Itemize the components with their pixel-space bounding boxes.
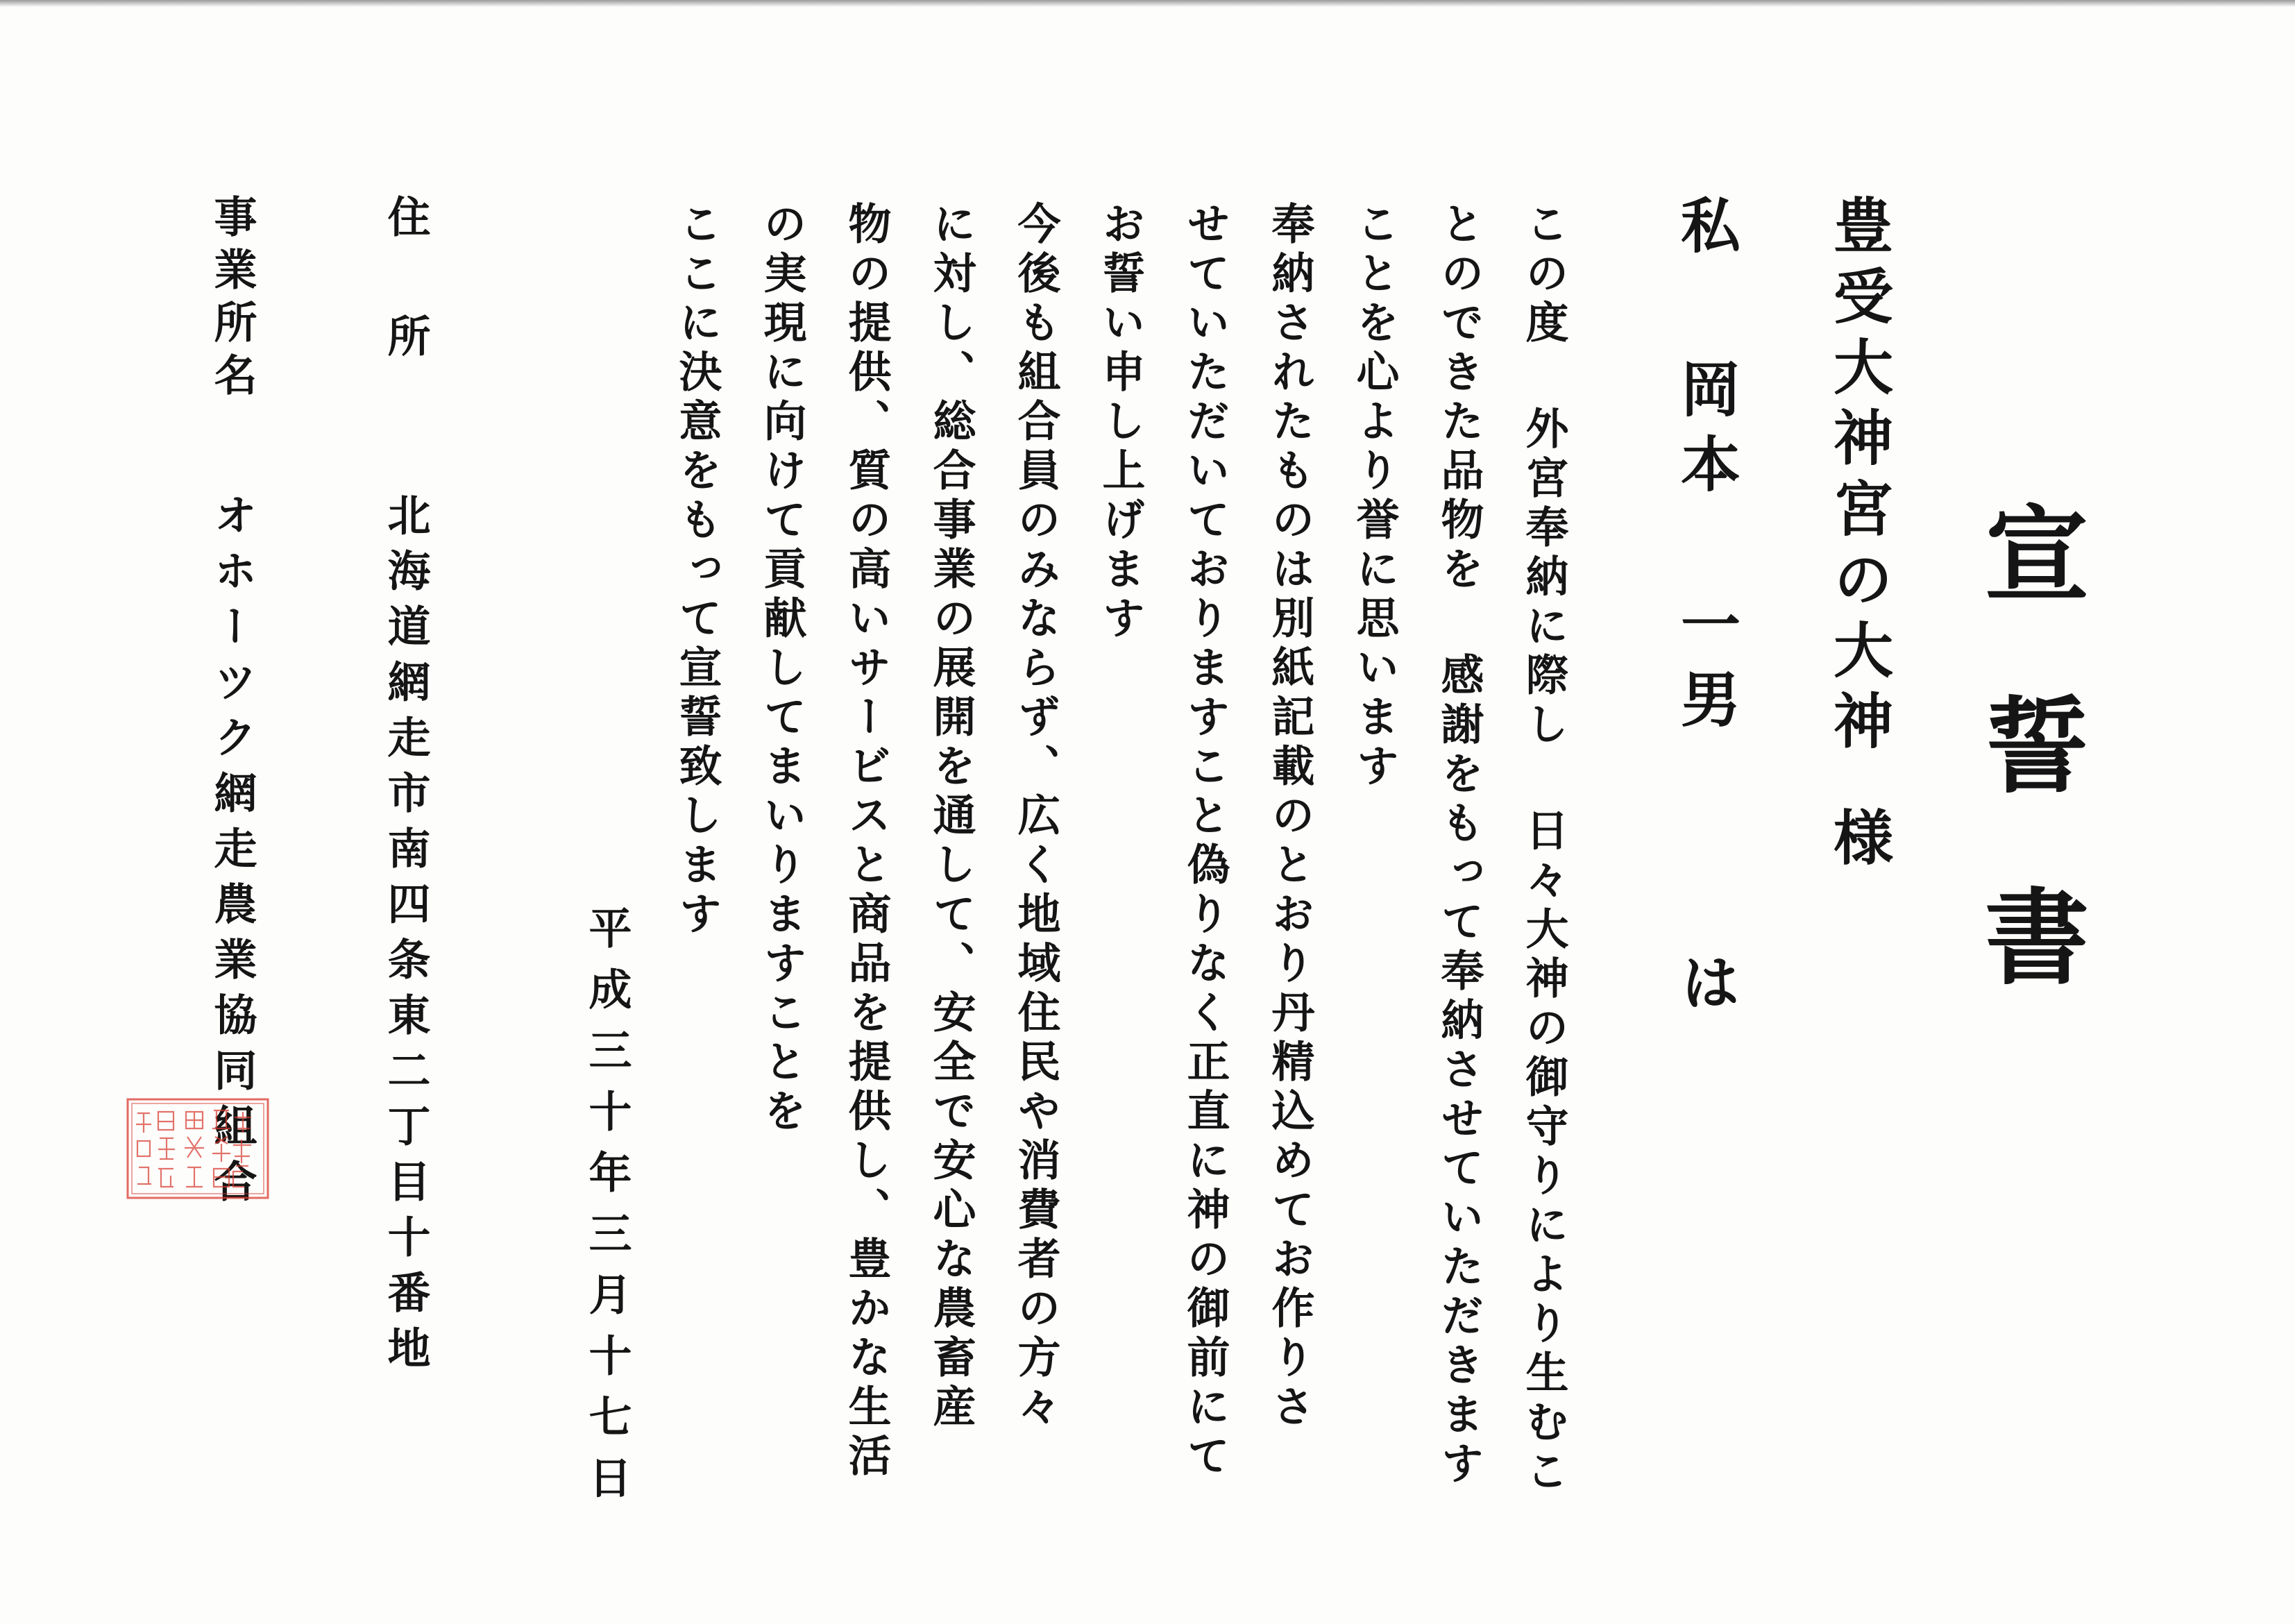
address-value: 北海道網走市南四条東二丁目十番地 <box>380 493 431 1381</box>
document-title: 宣誓書 <box>1967 500 2089 1074</box>
sender-name: 岡本 一男 <box>1670 358 1741 743</box>
body-line: 今後も組合員のみならず、広く地域住民や消費者の方々 <box>1010 201 1061 1433</box>
body-line: ことを心より誉に思います <box>1349 201 1400 793</box>
addressee-honorific: 様 <box>1823 806 1893 866</box>
body-line: 奉納されたものは別紙記載のとおり丹精込めてお作りさ <box>1264 201 1315 1433</box>
body-line: せていただいておりますこと偽りなく正直に神の御前にて <box>1180 201 1230 1482</box>
official-seal <box>125 1097 271 1201</box>
document-date: 平成三十年三月十七日 <box>582 906 632 1516</box>
body-line: とのできた品物を 感謝をもって奉納させていただきます <box>1434 201 1484 1490</box>
body-line: 物の提供、質の高いサービスと商品を提供し、豊かな生活 <box>841 201 892 1482</box>
body-line: この度 外宮奉納に際し 日々大神の御守りにより生むこ <box>1518 201 1569 1498</box>
sender <box>1662 194 1748 1011</box>
addressee <box>1815 194 1901 866</box>
addressee-name: 豊受大神宮の大神 <box>1823 194 1893 761</box>
body-line: の実現に向けて貢献してまいりますことを <box>756 201 807 1137</box>
sender-particle: は <box>1670 951 1741 1011</box>
scan-edge <box>0 0 2295 7</box>
organization-value: オホーツク網走農業協同組合 <box>207 493 257 1215</box>
body-line: に対し、総合事業の展開を通して、安全で安心な農畜産 <box>926 201 976 1433</box>
body-line: お誓い申し上げます <box>1095 201 1146 645</box>
address-label: 住所 <box>380 194 431 433</box>
sender-pronoun: 私 <box>1670 194 1741 254</box>
body-line: ここに決意をもって宣誓致します <box>672 201 722 940</box>
organization-label: 事業所名 <box>207 194 257 405</box>
